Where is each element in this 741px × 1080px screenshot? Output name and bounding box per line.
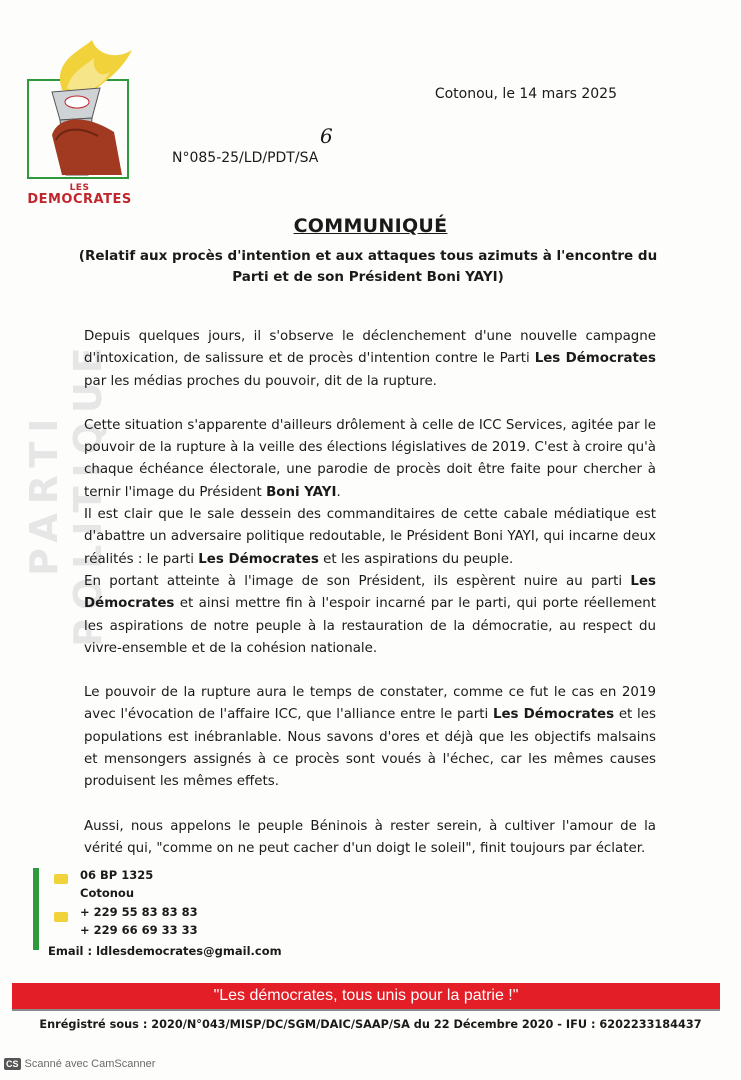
- phone-icon: [54, 912, 68, 922]
- text-run: et ainsi mettre fin à l'espoir incarné par le parti, qui porte réellement les aspirations de notre peuple à la restauration de la démocratie, au respect du vivre-ensemble et de la cohésion nationale.: [84, 596, 656, 656]
- logo-text-democrates: DEMOCRATES: [27, 192, 132, 207]
- slogan-banner: "Les démocrates, tous unis pour la patrie !": [12, 983, 720, 1011]
- contact-phone-1: + 229 55 83 83 83: [80, 905, 198, 919]
- camscanner-icon: CS: [6, 1059, 19, 1069]
- communique-body: [84, 326, 656, 860]
- text-run: et les aspirations du peuple.: [318, 551, 514, 567]
- president-name: Boni YAYI: [266, 484, 337, 500]
- text-run: .: [336, 484, 341, 500]
- document-title: COMMUNIQUÉ: [293, 215, 448, 237]
- contact-po-box: 06 BP 1325: [80, 868, 154, 882]
- contact-phone-2: + 229 66 69 33 33: [80, 923, 198, 937]
- torch-icon: [22, 40, 137, 185]
- text-run: Cette situation s'apparente d'ailleurs drôlement à celle de ICC Services, agitée par le pouvoir de la rupture à la veille des élections législatives de 2019. C'est à croire qu'à chaque échéance électorale, une parodie de procès doit être faite pour chercher à ternir l'image du Président: [84, 417, 656, 500]
- watermark-vertical-text: PARTI POLITIQUE: [22, 338, 110, 648]
- document-date: Cotonou, le 14 mars 2025: [434, 86, 617, 102]
- paragraph-1: [84, 326, 656, 393]
- party-name: Les Démocrates: [198, 551, 319, 567]
- document-subtitle: (Relatif aux procès d'intention et aux attaques tous azimuts à l'encontre du Parti et de son Président Boni YAYI): [78, 248, 658, 285]
- contact-accent-bar: [33, 868, 39, 950]
- contact-email: Email : ldlesdemocrates@gmail.com: [48, 944, 282, 958]
- text-run: En portant atteinte à l'image de son Président, ils espèrent nuire au parti: [84, 573, 631, 589]
- party-name: Les Démocrates: [84, 573, 656, 612]
- logo-text-les: LES: [69, 183, 90, 193]
- handwritten-mark: 6: [320, 124, 333, 148]
- text-run: Il est clair que le sale dessein des commanditaires de cette cabale médiatique est d'abattre un adversaire politique redoutable, le Président Boni YAYI, qui incarne deux réalités : le parti: [84, 507, 656, 567]
- text-run: Depuis quelques jours, il s'observe le déclenchement d'une nouvelle campagne d'intoxication, de salissure et de procès d'intention contre le Parti: [84, 329, 656, 367]
- party-logo: [22, 40, 137, 210]
- paragraph-2: [84, 415, 656, 504]
- registration-line: Enrégistré sous : 2020/N°043/MISP/DC/SGM/DAIC/SAAP/SA du 22 Décembre 2020 - IFU : 6202233184437: [39, 1018, 702, 1031]
- scanner-footer: [4, 1058, 155, 1070]
- party-name: Les Démocrates: [534, 351, 656, 367]
- paragraph-6: Aussi, nous appelons le peuple Béninois à rester serein, à cultiver l'amour de la vérité qui, "comme on ne peut cacher d'un doigt le soleil", finit toujours par éclater.: [84, 818, 656, 856]
- mailbox-icon: [54, 874, 68, 884]
- contact-city: Cotonou: [80, 886, 135, 900]
- reference-number: N°085-25/LD/PDT/SA: [172, 150, 319, 166]
- party-name: Les Démocrates: [492, 707, 615, 723]
- text-run: par les médias proches du pouvoir, dit de la rupture.: [84, 373, 437, 389]
- paragraph-5: [84, 682, 656, 793]
- scanner-label: Scanné avec CamScanner: [24, 1058, 156, 1070]
- paragraph-4: [84, 571, 656, 660]
- text-run: Le pouvoir de la rupture aura le temps de constater, comme ce fut le cas en 2019 avec l'évocation de l'affaire ICC, que l'alliance entre le parti: [84, 685, 656, 723]
- paragraph-3: [84, 504, 656, 571]
- text-run: et les populations est inébranlable. Nous savons d'ores et déjà que les objectifs malsains et mensongers assignés à ce procès sont voués à l'échec, car les mêmes causes produisent les mêmes effets.: [84, 707, 656, 790]
